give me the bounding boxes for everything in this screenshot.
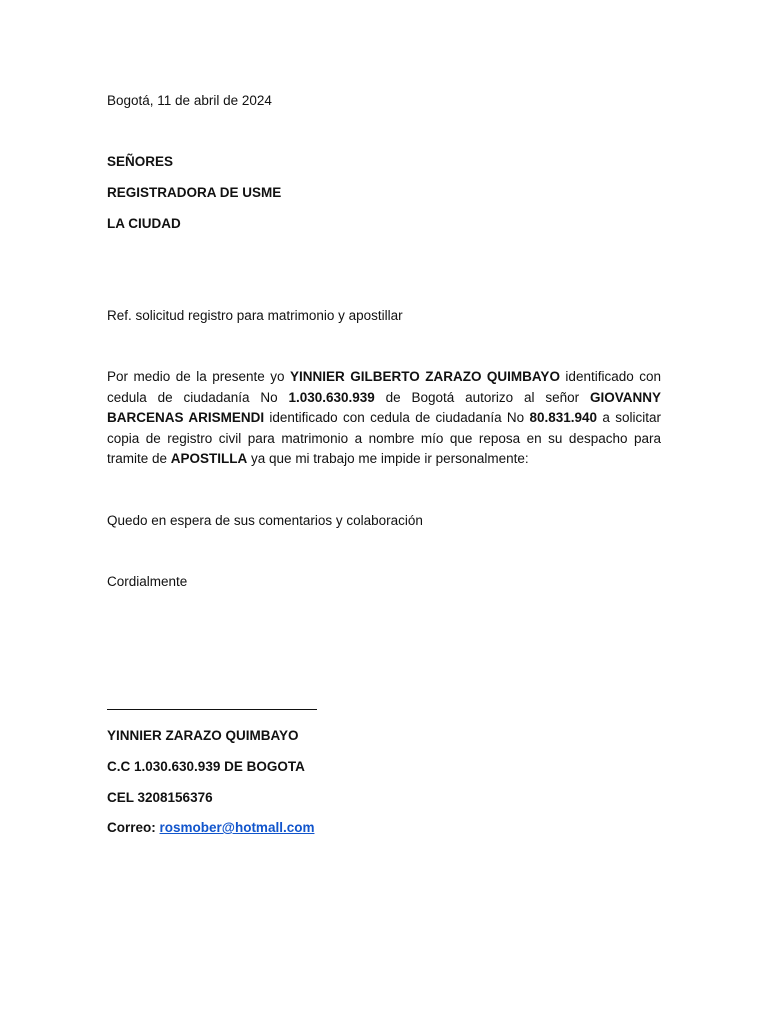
body-text: a solicitar copia de registro civil para matrimonio a nombre mío que reposa en su despacho para tramite de (107, 410, 661, 466)
authorized-id: 80.831.940 (529, 410, 598, 425)
email-label: Correo: (107, 820, 160, 835)
signature-id-line: C.C 1.030.630.939 DE BOGOTA (107, 759, 305, 774)
body-paragraph (107, 367, 661, 470)
body-text: identificado con cedula de ciudadanía No (264, 410, 530, 425)
body-text: de Bogotá autorizo al señor (374, 389, 590, 405)
signature-email-line (107, 819, 314, 837)
authorized-name: GIOVANNY BARCENAS ARISMENDI (107, 389, 661, 425)
signature-name: YINNIER ZARAZO QUIMBAYO (107, 728, 299, 743)
recipient-line-1: SEÑORES (107, 154, 174, 169)
recipient-line-3: LA CIUDAD (107, 216, 181, 231)
signature-line (107, 709, 317, 710)
closing-wait-line: Quedo en espera de sus comentarios y colaboración (107, 513, 423, 528)
authorizer-id: 1.030.630.939 (288, 389, 375, 405)
authorizer-name: YINNIER GILBERTO ZARAZO QUIMBAYO (289, 369, 560, 384)
recipient-line-2: REGISTRADORA DE USME (107, 185, 282, 200)
signature-phone-line: CEL 3208156376 (107, 790, 213, 805)
email-link[interactable]: rosmober@hotmall.com (159, 820, 315, 835)
reference-line: Ref. solicitud registro para matrimonio y apostillar (107, 308, 403, 323)
apostilla-term: APOSTILLA (170, 451, 248, 466)
closing-line: Cordialmente (107, 574, 188, 589)
date-line: Bogotá, 11 de abril de 2024 (107, 93, 272, 108)
body-text: Por medio de la presente yo (107, 369, 290, 384)
body-text: ya que mi trabajo me impide ir personalmente: (247, 451, 529, 466)
body-text: identificado con cedula de ciudadanía No (107, 369, 661, 405)
